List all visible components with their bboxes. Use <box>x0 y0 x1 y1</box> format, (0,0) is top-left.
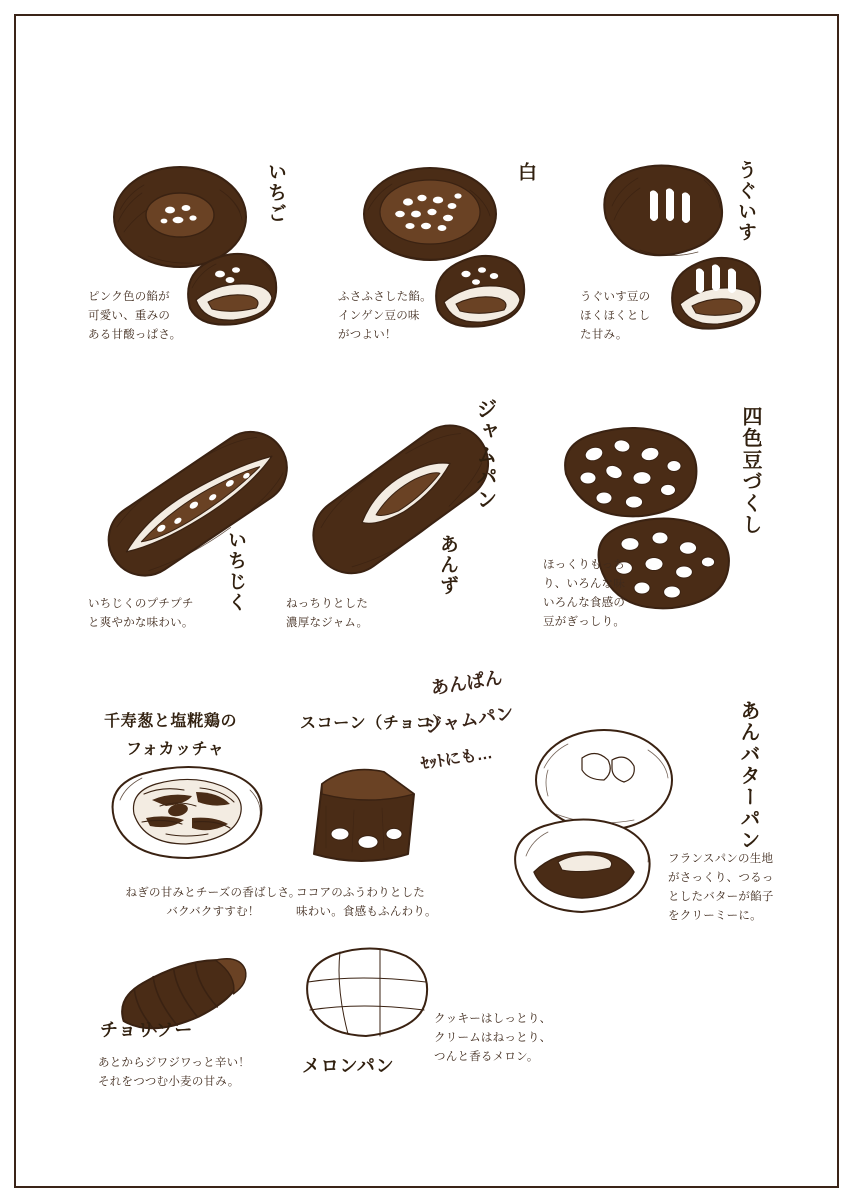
shiro-caption-line-2: インゲン豆の味 <box>338 309 420 322</box>
scone-illustration <box>296 750 436 880</box>
focaccia-label-line-2: フォカッチャ <box>126 741 225 758</box>
ichigo-caption-line-1: ピンク色の餡が <box>88 291 170 303</box>
jam-pan-label: ジャムパン <box>474 398 497 512</box>
focaccia-caption-line-1: ねぎの甘みとチーズの香ばしさ。 <box>125 887 301 899</box>
ichigo-caption-line-2: 可愛い、重みの <box>88 309 171 322</box>
yonshoku-caption-line-3: いろんな食感の <box>543 596 626 609</box>
an-butter-caption <box>668 850 818 926</box>
chorizo-caption-line-2: それをつつむ小麦の甘み。 <box>98 1075 240 1088</box>
shiro-caption <box>338 288 468 345</box>
ichigo-caption <box>88 288 218 345</box>
anzu-caption <box>286 595 456 633</box>
shiro-caption-line-1: ふさふさした餡。 <box>338 291 432 303</box>
note-line-2: ジャムパン <box>423 703 516 737</box>
melon-pan-illustration <box>296 940 436 1050</box>
an-butter-caption-line-2: がさっくり、つるっ <box>668 871 774 884</box>
shiro-label: 白 <box>515 162 536 183</box>
melon-pan-label: メロンパン <box>302 1056 395 1076</box>
yonshoku-caption-line-4: 豆がぎっしり。 <box>543 615 626 628</box>
melon-caption-line-1: クッキーはしっとり、 <box>434 1013 552 1025</box>
anzu-label: あんず <box>437 534 458 596</box>
uguisu-caption <box>580 288 700 345</box>
note-line-3: ｾｯﾄにも… <box>419 745 494 774</box>
yonshoku-caption-line-2: り、いろんな味 <box>543 577 626 590</box>
melon-caption-line-2: クリームはねっとり、 <box>434 1031 552 1044</box>
anzu-caption-line-1: ねっちりとした <box>286 598 369 610</box>
chorizo-label: チョリソー <box>100 1020 194 1040</box>
uguisu-caption-line-1: うぐいす豆の <box>580 291 651 303</box>
melon-pan-caption <box>434 1010 624 1067</box>
ichigo-label: いちご <box>265 162 286 224</box>
ichijiku-illustration <box>88 404 318 594</box>
chorizo-caption-line-1: あとからジワジワっと辛い！ <box>98 1057 251 1069</box>
scone-label: スコーン（チョコ） <box>300 715 449 732</box>
an-butter-caption-line-3: としたバターが餡子 <box>668 890 774 903</box>
anzu-caption-line-2: 濃厚なジャム。 <box>286 616 369 629</box>
yonshoku-mame-caption <box>543 556 693 632</box>
an-butter-label: あんバターパン <box>737 700 759 852</box>
an-butter-caption-line-1: フランスパンの生地 <box>668 853 774 865</box>
chorizo-caption <box>98 1054 328 1092</box>
yonshoku-mame-label: 四色豆づくし <box>739 406 761 536</box>
ichijiku-caption-line-2: と爽やかな味わい。 <box>88 616 194 629</box>
scone-caption <box>296 884 486 922</box>
focaccia-label-line-1: 千寿葱と塩糀鶏の <box>104 713 238 730</box>
ichijiku-caption-line-1: いちじくのプチプチ <box>88 598 194 610</box>
ichigo-caption-line-3: ある甘酸っぱさ。 <box>88 328 182 341</box>
melon-caption-line-3: つんと香るメロン。 <box>434 1050 539 1063</box>
uguisu-label: うぐいす <box>735 160 756 243</box>
ichijiku-label: いちじく <box>225 530 246 613</box>
scone-caption-line-1: ココアのふうわりとした <box>296 887 426 899</box>
yonshoku-caption-line-1: ほっくりもっち <box>543 559 626 571</box>
ichijiku-caption <box>88 595 268 633</box>
uguisu-caption-line-2: ほくほくとし <box>580 309 651 322</box>
scone-caption-line-2: 味わい。食感もふんわり。 <box>296 905 437 918</box>
focaccia-caption-line-2: バクバクすすむ！ <box>166 905 260 918</box>
note-line-1: あんぱん <box>429 667 504 699</box>
an-butter-caption-line-4: をクリーミーに。 <box>668 909 762 922</box>
focaccia-illustration <box>100 756 280 876</box>
uguisu-caption-line-3: た甘み。 <box>580 328 628 341</box>
shiro-caption-line-3: がつよい！ <box>338 328 397 341</box>
